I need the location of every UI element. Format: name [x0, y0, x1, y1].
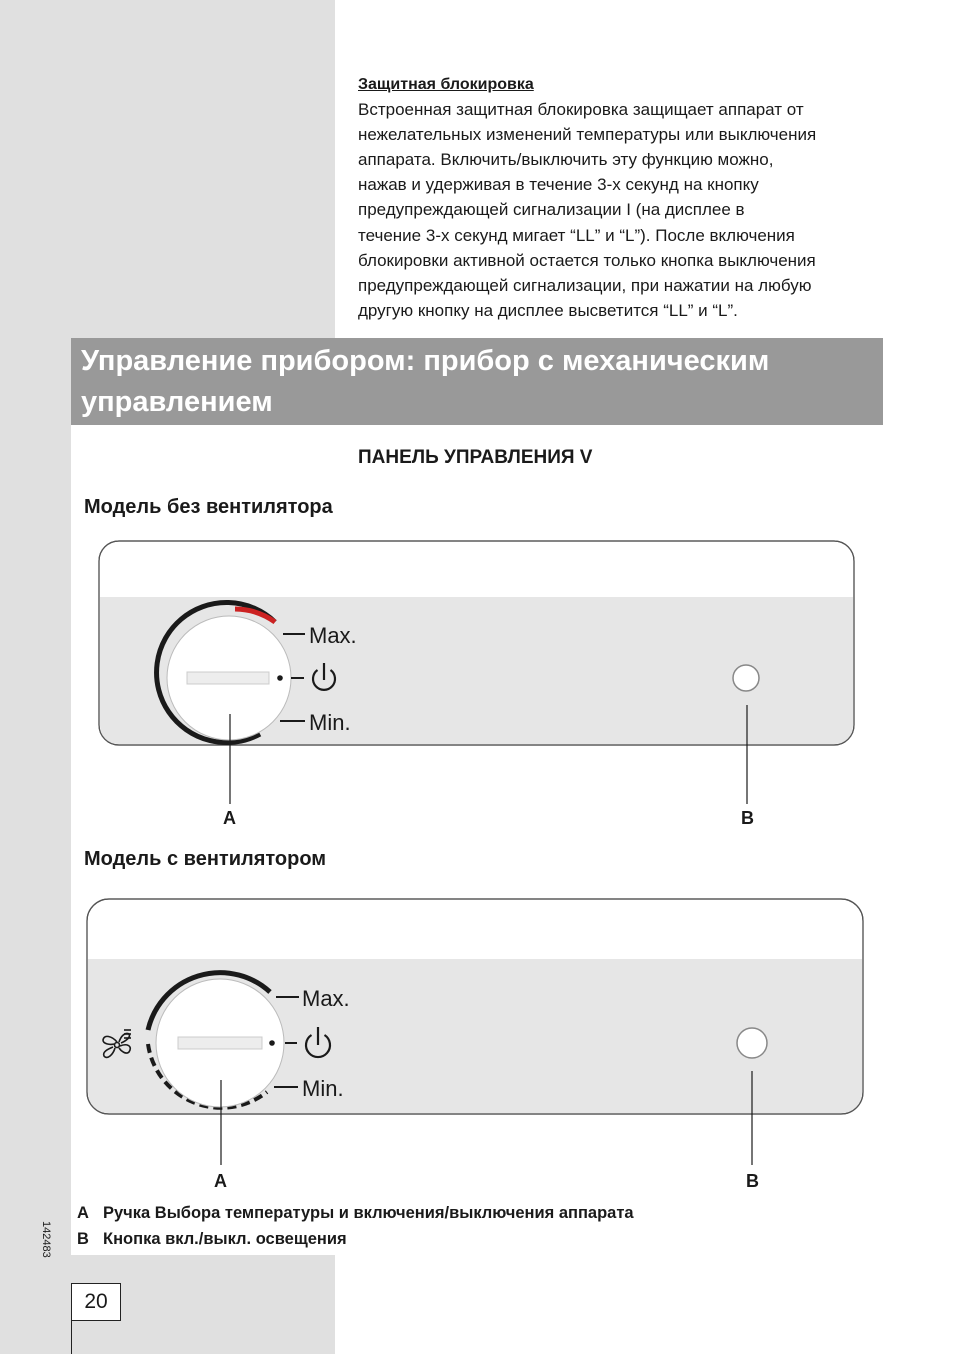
intro-line: Встроенная защитная блокировка защищает аппарат от — [358, 100, 804, 120]
legend-item — [77, 1204, 634, 1223]
intro-line: нежелательных изменений температуры или выключения — [358, 125, 817, 145]
intro-line: блокировки активной остается только кнопка выключения — [358, 250, 816, 270]
legend-key: A — [77, 1204, 89, 1222]
page-number: 20 — [71, 1283, 121, 1321]
model1-title: Модель без вентилятора — [84, 496, 333, 518]
model2-label-a: A — [214, 1171, 227, 1191]
model2-title: Модель с вентилятором — [84, 848, 327, 870]
model1-label-a: A — [223, 808, 236, 828]
model1-light-button[interactable] — [733, 665, 759, 691]
intro-line: нажав и удерживая в течение 3-х секунд на кнопку — [358, 175, 759, 195]
intro-line: течение 3-х секунд мигает “LL” и “L”). После включения — [358, 225, 795, 245]
intro-line: аппарата. Включить/выключить эту функцию можно, — [358, 150, 774, 170]
model2-label-b: B — [746, 1171, 759, 1191]
intro-heading: Защитная блокировка — [358, 76, 534, 93]
model1-label-b: B — [741, 808, 754, 828]
model1-max-label: Max. — [309, 623, 357, 648]
legend-text: Ручка Выбора температуры и включения/выключения аппарата — [103, 1204, 634, 1222]
document-number: 142483 — [40, 1221, 52, 1258]
intro-line: предупреждающей сигнализации I (на дисплее в — [358, 200, 745, 220]
page-rule — [71, 1320, 72, 1354]
panel-title: ПАНЕЛЬ УПРАВЛЕНИЯ V — [358, 447, 593, 468]
model1-min-label: Min. — [309, 710, 351, 735]
legend-key: B — [77, 1230, 89, 1248]
intro-line: другую кнопку на дисплее высветится “LL” и “L”. — [358, 300, 738, 320]
legend-item — [77, 1230, 347, 1249]
model2-min-label: Min. — [302, 1076, 344, 1101]
legend-text: Кнопка вкл./выкл. освещения — [103, 1230, 347, 1248]
intro-line: предупреждающей сигнализации, при нажатии на любую — [358, 275, 812, 295]
banner-line: управлением — [81, 386, 273, 418]
model2-max-label: Max. — [302, 986, 350, 1011]
banner-line: Управление прибором: прибор с механическим — [81, 345, 770, 377]
model2-light-button[interactable] — [737, 1028, 767, 1058]
